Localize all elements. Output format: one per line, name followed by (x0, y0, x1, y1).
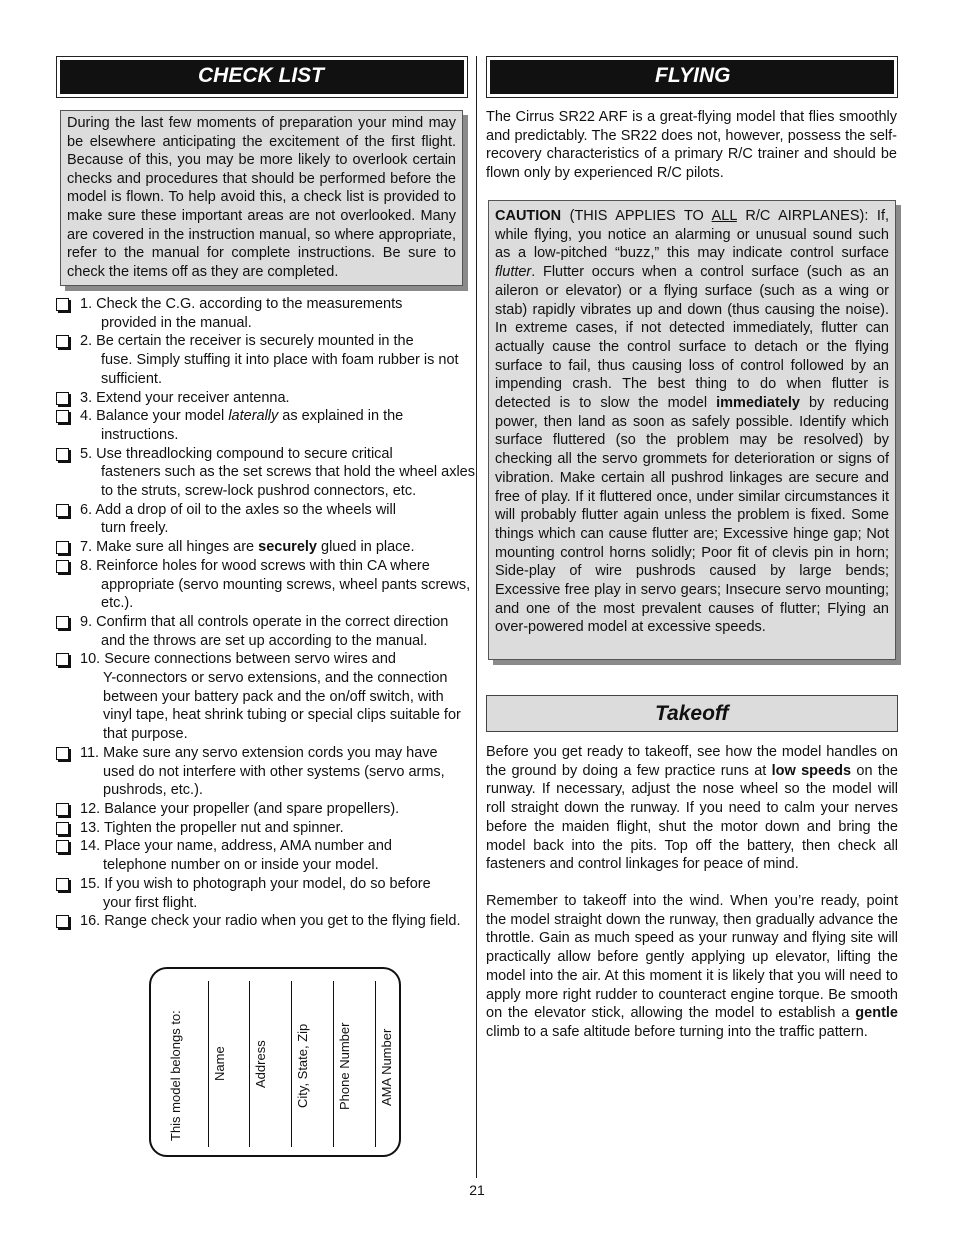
checkbox-icon[interactable] (56, 653, 69, 666)
caution-part2: . Flutter occurs when a control surface (such as an aileron or elevator) or a flying surface (such as a wing or stab) rapidly vibrates up and down (thus causing the noise). In extreme cases, if not detected immediately, flutter can actually cause the control surface to detach or the flying surface to fail, thus causing loss of control followed by an impending crash. The best thing to do when flutter is detected is to slow the model (495, 264, 889, 412)
check-list-item-number: 5. (80, 445, 93, 462)
page-number: 21 (469, 1182, 485, 1198)
caution-all: ALL (711, 208, 737, 224)
check-list-item (56, 557, 476, 613)
check-list-item-first-line (80, 538, 476, 557)
check-list-item-number: 4. (80, 408, 93, 425)
check-list-item-text: Place your name, address, AMA number and (104, 838, 392, 855)
owner-card-line (333, 981, 334, 1147)
flying-intro-text: The Cirrus SR22 ARF is a great-flying model that flies smoothly and predictably. The SR22 does not, however, possess the self-recovery characteristics of a primary R/C trainer and should be flown only by experienced R/C pilots. (486, 109, 897, 182)
check-list-item-text: Check the C.G. according to the measurements (96, 296, 403, 312)
check-list-item-text: Extend your receiver antenna. (96, 389, 290, 406)
check-list-item-continuation: telephone number on or inside your model. (103, 857, 379, 874)
check-list-item-text: Balance your model (96, 408, 229, 425)
checkbox-icon[interactable] (56, 335, 69, 348)
check-list-item-first-line (80, 295, 476, 314)
check-list-item (56, 501, 476, 538)
checkbox-icon[interactable] (56, 616, 69, 629)
checkbox-icon[interactable] (56, 410, 69, 423)
check-list-item-continuation: provided in the manual. (101, 314, 252, 331)
takeoff-p2-b: climb to a safe altitude before turning into the traffic pattern. (486, 1023, 868, 1040)
check-list-item-text: Tighten the propeller nut and spinner. (103, 819, 344, 836)
check-list-items (56, 295, 476, 931)
check-list-item-number: 2. (80, 333, 93, 350)
checkbox-icon[interactable] (56, 822, 69, 835)
owner-id-card (149, 967, 401, 1157)
check-list-item (56, 538, 476, 557)
check-list-item-text: Be certain the receiver is securely mounted in the (96, 333, 414, 350)
check-list-item-number: 14. (80, 838, 101, 855)
owner-card-field-phone: Phone Number (337, 1022, 352, 1110)
check-list-item-number: 16. (80, 913, 101, 930)
takeoff-header: Takeoff (486, 695, 898, 732)
checkbox-icon[interactable] (56, 298, 69, 311)
check-list-item (56, 912, 476, 931)
checkbox-icon[interactable] (56, 878, 69, 891)
takeoff-p1-b: on the runway. If necessary, adjust the nose wheel so the model will roll straight down the runway. If you need to calm your nerves before the maiden flight, shut the motor down and bring the model back into the pits. Top off the battery, then check all fasteners and control linkages for peace of mind. (486, 762, 898, 873)
caution-box (488, 200, 896, 660)
check-list-item (56, 837, 476, 874)
caution-applies-post: R/C AIRPLANES): If, while flying, you notice an alarming or unusual sound such as a low-pitched “buzz,” this may indicate control surface (495, 208, 889, 262)
check-list-item-first-line (80, 819, 476, 838)
caution-text (495, 207, 889, 637)
owner-card-line (208, 981, 209, 1147)
check-list-item-number: 15. (80, 875, 101, 892)
check-list-item-text: Range check your radio when you get to the flying field. (104, 913, 461, 930)
caution-label: CAUTION (495, 208, 562, 224)
check-list-item-text: If you wish to photograph your model, do so before (104, 875, 431, 892)
check-list-item-text: Confirm that all controls operate in the correct direction (96, 613, 449, 630)
check-list-item-continuation: fasteners such as the set screws that hold the wheel axles to the struts, screw-lock pushrod connectors, etc. (101, 464, 475, 500)
caution-applies-pre: (THIS APPLIES TO (561, 208, 712, 224)
check-list-item-number: 6. (80, 501, 93, 518)
checkbox-icon[interactable] (56, 840, 69, 853)
check-list-item-text: Secure connections between servo wires and (104, 651, 396, 668)
check-list-item-number: 1. (80, 296, 93, 312)
takeoff-p2-a: Remember to takeoff into the wind. When you’re ready, point the model straight down the runway, then gradually advance the throttle. Gain as much speed as your runway and flying site will practically allow before gently applying up elevator, lifting the model into the air. At this moment it is likely that you will need to apply more right rudder to counteract engine torque. Be smooth on the elevator stick, allowing the model to establish a (486, 893, 898, 1022)
check-list-item-continuation: turn freely. (101, 520, 169, 537)
caution-part3: by reducing power, then land as soon as safely possible. Identify which surface fluttered (so the problem may be resolved) by checking all the servo grommets for deterioration or signs of vibration. Make certain all pushrod linkages are secure and free of play. If it fluttered once, under similar circumstances it will probably flutter again unless the problem is fixed. Some things which can cause flutter are; Excessive hinge gap; Not mounting control horns solidly; Poor fit of clevis pin in horn; Side-play of wire pushrods caused by large bends; Excessive free play in servo gears; Insecure servo mounting; and one of the most prevalent causes of flutter; Flying an over-powered model at excessive speeds. (495, 395, 889, 636)
checkbox-icon[interactable] (56, 803, 69, 816)
takeoff-p2-bold: gentle (855, 1005, 898, 1022)
check-list-item-first-line (80, 912, 476, 931)
check-list-item-number: 3. (80, 389, 93, 406)
owner-card-field-city: City, State, Zip (295, 1023, 310, 1108)
check-list-item-text: Make sure all hinges are (96, 539, 259, 556)
check-list-item-first-line (80, 744, 476, 763)
check-list-item-continuation: fuse. Simply stuffing it into place with foam rubber is not sufficient. (101, 352, 459, 387)
check-list-item-first-line (80, 800, 476, 819)
checkbox-icon[interactable] (56, 560, 69, 573)
check-list-item-first-line (80, 407, 476, 426)
check-list-item (56, 295, 476, 332)
check-list-item-number: 10. (80, 651, 101, 668)
check-list-item-first-line (80, 445, 476, 464)
check-list-item-continuation: used do not interfere with other systems (servo arms, pushrods, etc.). (103, 763, 445, 799)
check-list-item-continuation: and the throws are set up according to the manual. (101, 632, 428, 649)
owner-card-line (249, 981, 250, 1147)
owner-card-field-address: Address (253, 1040, 268, 1088)
check-list-item (56, 332, 476, 388)
check-list-item-number: 13. (80, 819, 101, 836)
check-list-item-number: 9. (80, 613, 93, 630)
owner-card-line (291, 981, 292, 1147)
flying-title: FLYING (490, 60, 894, 94)
checkbox-icon[interactable] (56, 915, 69, 928)
check-list-item (56, 389, 476, 408)
check-list-intro-box (60, 110, 463, 286)
check-list-item-number: 12. (80, 800, 101, 817)
checkbox-icon[interactable] (56, 504, 69, 517)
check-list-title: CHECK LIST (60, 60, 464, 94)
checkbox-icon[interactable] (56, 392, 69, 405)
check-list-item (56, 613, 476, 650)
check-list-item (56, 800, 476, 819)
takeoff-p1-a: Before you get ready to takeoff, see how the model handles on the ground by doing a few practice runs at (486, 744, 898, 779)
check-list-item-first-line (80, 501, 476, 520)
check-list-item-first-line (80, 332, 476, 351)
check-list-item (56, 744, 476, 800)
check-list-item-number: 7. (80, 539, 93, 556)
check-list-item-text: as explained in the (278, 408, 404, 425)
check-list-item-emphasis: laterally (228, 408, 279, 425)
check-list-item-first-line (80, 389, 476, 408)
check-list-item-continuation: Y-connectors or servo extensions, and the connection between your battery pack and the on/off switch, with vinyl tape, heat shrink tubing or special clips suitable for that purpose. (103, 670, 461, 743)
check-list-item (56, 875, 476, 912)
checkbox-icon[interactable] (56, 747, 69, 760)
check-list-item-text: Balance your propeller (and spare propellers). (104, 800, 400, 817)
check-list-item-first-line (80, 557, 476, 576)
owner-card-line (375, 981, 376, 1147)
check-list-item-first-line (80, 875, 476, 894)
check-list-item-text: glued in place. (316, 539, 415, 556)
check-list-header (56, 56, 468, 98)
checkbox-icon[interactable] (56, 448, 69, 461)
takeoff-paragraph-1 (486, 743, 898, 874)
check-list-item-continuation: instructions. (101, 426, 179, 443)
check-list-item-first-line (80, 613, 476, 632)
takeoff-paragraph-2 (486, 892, 898, 1042)
check-list-item-text: Make sure any servo extension cords you may have (103, 744, 438, 761)
flying-header (486, 56, 898, 98)
check-list-item-text: Add a drop of oil to the axles so the wheels will (95, 501, 396, 518)
check-list-item-text: Reinforce holes for wood screws with thin CA where (96, 557, 430, 574)
check-list-item (56, 407, 476, 444)
takeoff-p1-bold: low speeds (771, 762, 852, 779)
check-list-item (56, 819, 476, 838)
check-list-item-number: 11. (80, 744, 100, 761)
check-list-item (56, 650, 476, 744)
check-list-item-continuation: appropriate (servo mounting screws, wheel pants screws, etc.). (101, 576, 471, 612)
check-list-item-number: 8. (80, 557, 93, 574)
column-divider (476, 56, 477, 1178)
check-list-item-first-line (80, 650, 476, 669)
caution-flutter: flutter (495, 264, 532, 281)
check-list-item (56, 445, 476, 501)
check-list-item-text: Use threadlocking compound to secure critical (96, 445, 393, 462)
owner-card-title: This model belongs to: (168, 1010, 183, 1141)
owner-card-field-name: Name (212, 1046, 227, 1081)
check-list-item-continuation: your first flight. (103, 894, 198, 911)
check-list-item-first-line (80, 837, 476, 856)
checkbox-icon[interactable] (56, 541, 69, 554)
owner-card-field-ama: AMA Number (379, 1028, 394, 1106)
check-list-item-bold: securely (258, 539, 317, 556)
caution-immediately: immediately (716, 395, 800, 412)
check-list-intro-text: During the last few moments of preparation your mind may be elsewhere anticipating the excitement of the first flight. Because of this, you may be more likely to overlook certain checks and procedures that should be performed before the model is flown. To help avoid this, a check list is provided to make sure these important areas are not overlooked. Many are covered in the instruction manual, so where appropriate, refer to the manual for complete instructions. Be sure to check the items off as they are completed. (67, 115, 456, 280)
